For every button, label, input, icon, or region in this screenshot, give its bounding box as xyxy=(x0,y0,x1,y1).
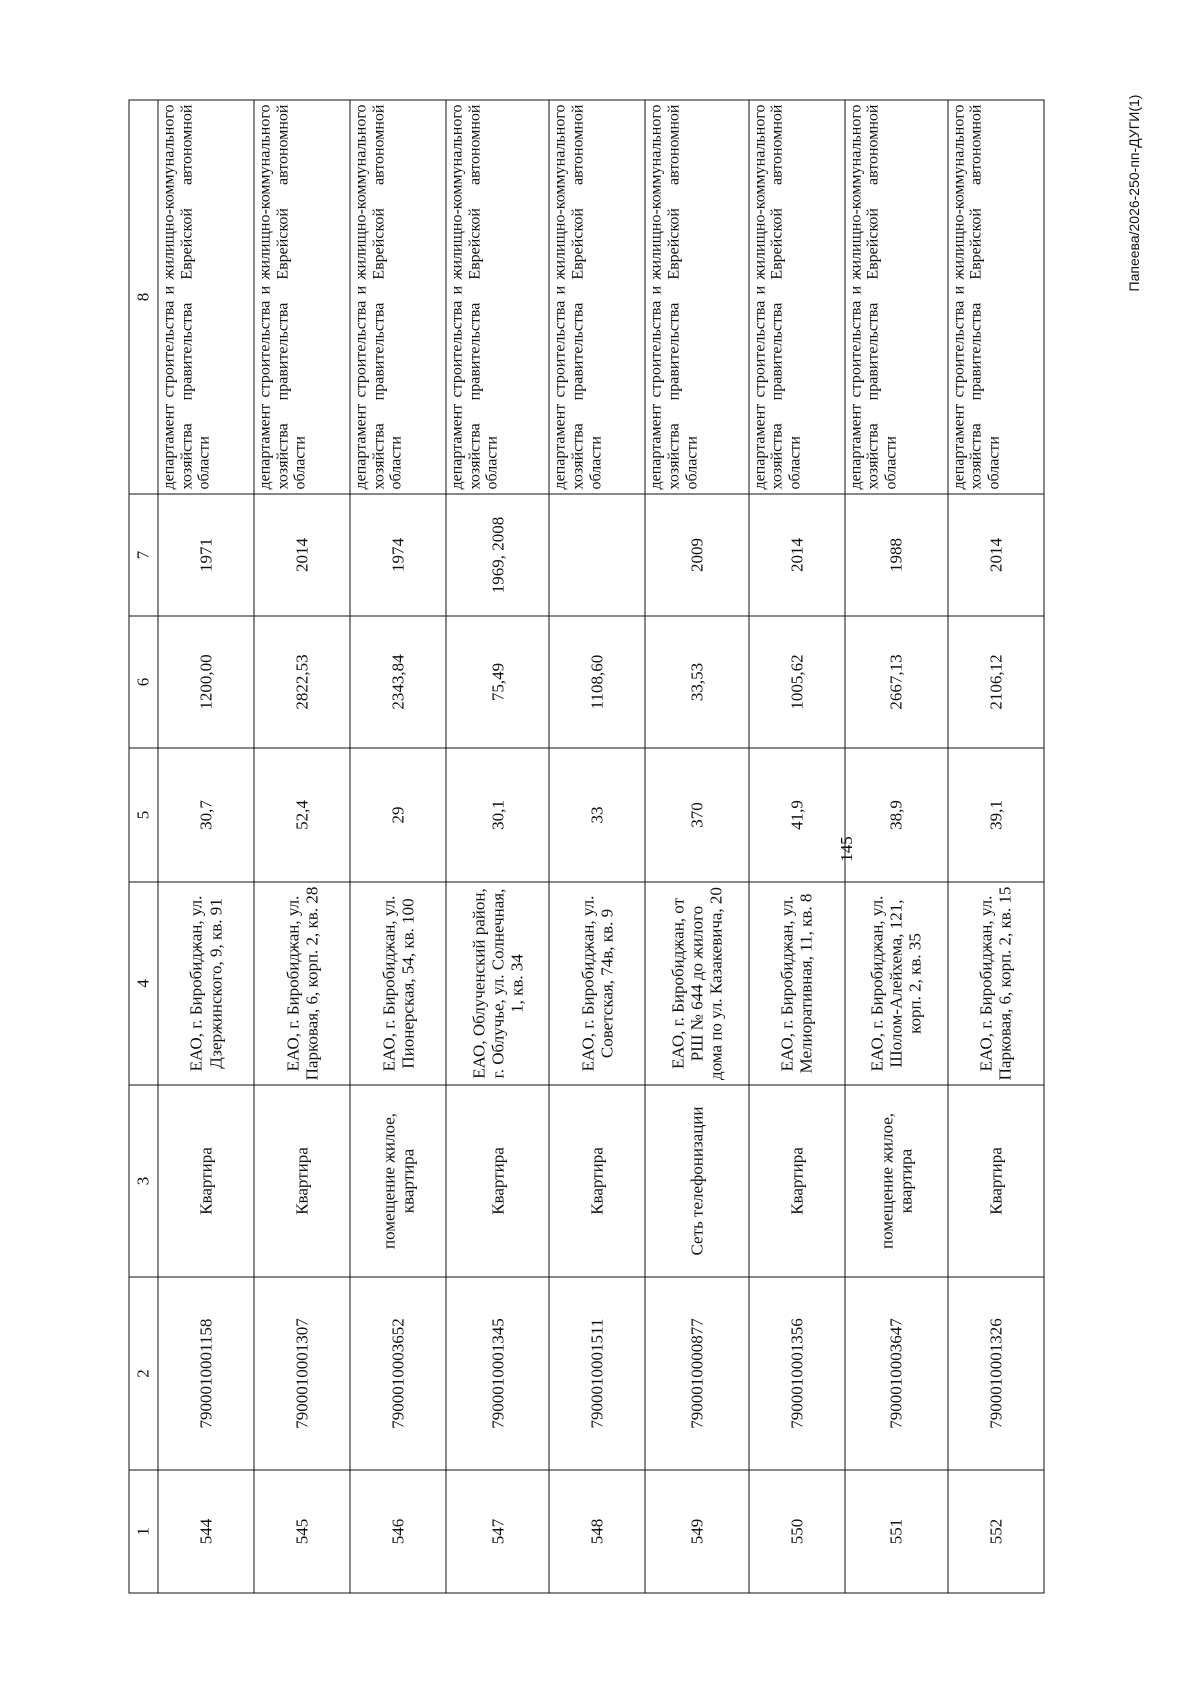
year-cell: 1988 xyxy=(844,494,947,616)
inventory-number-cell: 7900010003647 xyxy=(844,1277,947,1470)
column-number-3: 3 xyxy=(129,1085,158,1277)
holder-cell: департамент строительства и жилищно-коммунального хозяйства правительства Еврейской автономной области xyxy=(446,100,549,494)
cost-cell: 2106,12 xyxy=(947,616,1043,748)
object-name-cell: Квартира xyxy=(549,1085,645,1277)
column-number-7: 7 xyxy=(129,494,158,616)
cost-cell: 1108,60 xyxy=(549,616,645,748)
object-address-cell: ЕАО, г. Биробиджан, ул. Дзержинского, 9, кв. 91 xyxy=(158,882,254,1085)
area-cell: 41,9 xyxy=(748,748,844,882)
object-name-cell: Сеть телефонизации xyxy=(645,1085,748,1277)
column-number-8: 8 xyxy=(129,100,158,494)
inventory-number-cell: 7900010001158 xyxy=(158,1277,254,1470)
object-address-cell: ЕАО, г. Биробиджан, от РШ № 644 до жилого дома по ул. Казакевича, 20 xyxy=(645,882,748,1085)
row-number-cell: 544 xyxy=(158,1470,254,1593)
cost-cell: 1200,00 xyxy=(158,616,254,748)
inventory-number-cell: 7900010001345 xyxy=(446,1277,549,1470)
year-cell: 2009 xyxy=(645,494,748,616)
object-name-cell: Квартира xyxy=(748,1085,844,1277)
area-cell: 29 xyxy=(350,748,446,882)
column-number-row xyxy=(129,100,158,1593)
table-row xyxy=(748,100,844,1593)
column-number-1: 1 xyxy=(129,1470,158,1593)
page-number: 145 xyxy=(837,836,856,862)
row-number-cell: 547 xyxy=(446,1470,549,1593)
document-code: Папеева/2026-250-пп-ДУГИ(1) xyxy=(1126,94,1142,292)
holder-cell: департамент строительства и жилищно-коммунального хозяйства правительства Еврейской автономной области xyxy=(748,100,844,494)
inventory-number-cell: 7900010001511 xyxy=(549,1277,645,1470)
object-name-cell: Квартира xyxy=(947,1085,1043,1277)
area-cell: 33 xyxy=(549,748,645,882)
year-cell: 2014 xyxy=(748,494,844,616)
cost-cell: 75,49 xyxy=(446,616,549,748)
row-number-cell: 550 xyxy=(748,1470,844,1593)
object-address-cell: ЕАО, г. Биробиджан, ул. Парковая, 6, корп. 2, кв. 15 xyxy=(947,882,1043,1085)
holder-cell: департамент строительства и жилищно-коммунального хозяйства правительства Еврейской автономной области xyxy=(254,100,350,494)
row-number-cell: 546 xyxy=(350,1470,446,1593)
year-cell: 1971 xyxy=(158,494,254,616)
inventory-number-cell: 7900010000877 xyxy=(645,1277,748,1470)
table-row xyxy=(350,100,446,1593)
holder-cell: департамент строительства и жилищно-коммунального хозяйства правительства Еврейской автономной области xyxy=(549,100,645,494)
area-cell: 370 xyxy=(645,748,748,882)
row-number-cell: 545 xyxy=(254,1470,350,1593)
inventory-number-cell: 7900010003652 xyxy=(350,1277,446,1470)
area-cell: 38,9 xyxy=(844,748,947,882)
holder-cell: департамент строительства и жилищно-коммунального хозяйства правительства Еврейской автономной области xyxy=(947,100,1043,494)
object-address-cell: ЕАО, г. Биробиджан, ул. Мелиоративная, 11, кв. 8 xyxy=(748,882,844,1085)
cost-cell: 2822,53 xyxy=(254,616,350,748)
year-cell xyxy=(549,494,645,616)
object-address-cell: ЕАО, г. Биробиджан, ул. Пионерская, 54, кв. 100 xyxy=(350,882,446,1085)
table-row xyxy=(549,100,645,1593)
property-register-table xyxy=(128,100,1044,1594)
area-cell: 30,1 xyxy=(446,748,549,882)
table-row xyxy=(844,100,947,1593)
object-name-cell: помещение жилое, квартира xyxy=(844,1085,947,1277)
cost-cell: 33,53 xyxy=(645,616,748,748)
cost-cell: 2343,84 xyxy=(350,616,446,748)
object-address-cell: ЕАО, г. Биробиджан, ул. Шолом-Алейхема, 121, корп. 2, кв. 35 xyxy=(844,882,947,1085)
table-row xyxy=(645,100,748,1593)
inventory-number-cell: 7900010001307 xyxy=(254,1277,350,1470)
year-cell: 1974 xyxy=(350,494,446,616)
area-cell: 52,4 xyxy=(254,748,350,882)
rotated-table-container xyxy=(128,101,1044,1594)
object-name-cell: Квартира xyxy=(446,1085,549,1277)
object-name-cell: Квартира xyxy=(158,1085,254,1277)
year-cell: 2014 xyxy=(947,494,1043,616)
column-number-2: 2 xyxy=(129,1277,158,1470)
table-row xyxy=(158,100,254,1593)
object-name-cell: помещение жилое, квартира xyxy=(350,1085,446,1277)
row-number-cell: 551 xyxy=(844,1470,947,1593)
table-row xyxy=(947,100,1043,1593)
object-address-cell: ЕАО, г. Биробиджан, ул. Парковая, 6, корп. 2, кв. 28 xyxy=(254,882,350,1085)
column-number-5: 5 xyxy=(129,748,158,882)
holder-cell: департамент строительства и жилищно-коммунального хозяйства правительства Еврейской автономной области xyxy=(350,100,446,494)
object-address-cell: ЕАО, Облученский район, г. Облучье, ул. Солнечная, 1, кв. 34 xyxy=(446,882,549,1085)
table-row xyxy=(446,100,549,1593)
object-name-cell: Квартира xyxy=(254,1085,350,1277)
table-wrapper xyxy=(128,101,1044,1594)
row-number-cell: 549 xyxy=(645,1470,748,1593)
cost-cell: 1005,62 xyxy=(748,616,844,748)
holder-cell: департамент строительства и жилищно-коммунального хозяйства правительства Еврейской автономной области xyxy=(645,100,748,494)
inventory-number-cell: 7900010001356 xyxy=(748,1277,844,1470)
table-row xyxy=(254,100,350,1593)
year-cell: 2014 xyxy=(254,494,350,616)
holder-cell: департамент строительства и жилищно-коммунального хозяйства правительства Еврейской автономной области xyxy=(844,100,947,494)
object-address-cell: ЕАО, г. Биробиджан, ул. Советская, 74в, кв. 9 xyxy=(549,882,645,1085)
table-body xyxy=(158,100,1044,1593)
year-cell: 1969, 2008 xyxy=(446,494,549,616)
row-number-cell: 548 xyxy=(549,1470,645,1593)
area-cell: 39,1 xyxy=(947,748,1043,882)
row-number-cell: 552 xyxy=(947,1470,1043,1593)
cost-cell: 2667,13 xyxy=(844,616,947,748)
column-number-6: 6 xyxy=(129,616,158,748)
area-cell: 30,7 xyxy=(158,748,254,882)
holder-cell: департамент строительства и жилищно-коммунального хозяйства правительства Еврейской автономной области xyxy=(158,100,254,494)
column-number-4: 4 xyxy=(129,882,158,1085)
inventory-number-cell: 7900010001326 xyxy=(947,1277,1043,1470)
